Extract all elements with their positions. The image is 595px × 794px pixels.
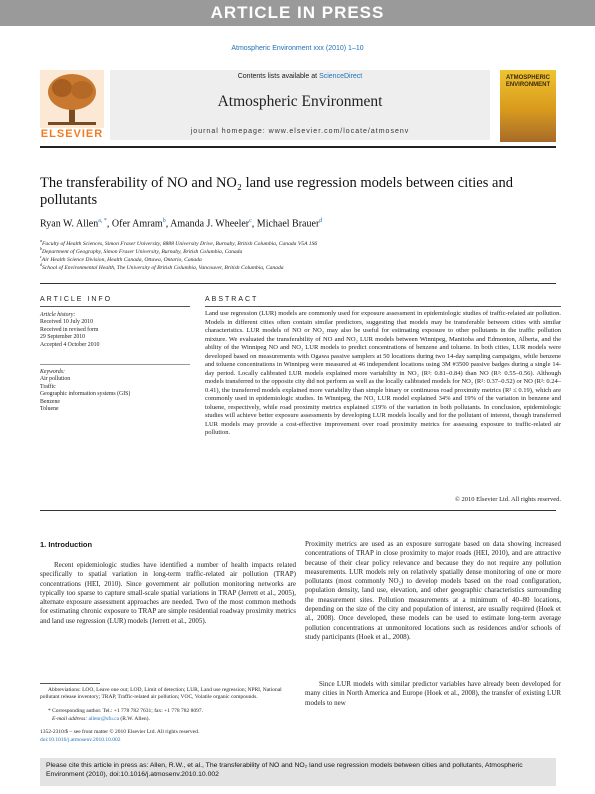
author-sup[interactable]: d (319, 218, 323, 224)
author[interactable]: Amanda J. Wheeler (170, 218, 250, 230)
email-suffix: (R.W. Allen). (119, 716, 150, 722)
contents-line (110, 73, 490, 80)
aff-text: School of Environmental Health, The University of British Columbia, Vancouver, British Columbia, Canada (42, 264, 284, 271)
keyword: Air pollution (40, 376, 71, 383)
author[interactable]: Ofer Amram (111, 218, 163, 230)
footnote-rule (40, 683, 100, 684)
aff-text: Department of Geography, Simon Fraser University, Burnaby, British Columbia, Canada (42, 248, 243, 255)
keyword: Toluene (40, 406, 59, 413)
contents-prefix: Contents lists available at (237, 73, 320, 80)
abstract-rule (205, 306, 561, 307)
citation-box: Please cite this article in press as: Allen, R.W., et al., The transferability of NO and NO₂ land use regression models between cities and pollutants, Atmospheric Environment (2010), doi:10.1016/j.atmosenv.2010.10.002 (40, 758, 556, 786)
history-label: Article history: (40, 312, 76, 318)
history-item: Received 10 July 2010 (40, 319, 93, 326)
journal-title: Atmospheric Environment (217, 93, 383, 110)
doi-link[interactable]: doi:10.1016/j.atmosenv.2010.10.002 (40, 737, 121, 743)
email-label: E-mail address: (52, 716, 89, 722)
intro-paragraph: Recent epidemiologic studies have identified a number of health impacts related specifically to spatial variation in long-term traffic-related air pollution (TRAP) concentrations (HEI, 2010). Since government air pollution monitoring networks are typically too sparse to capture small-scale spatial variations in TRAP (Jerrett et al., 2005), alternate exposure assessment approaches are needed. Two of the most common methods for estimating chronic exposure to TRAP are simple residential roadway proximity metrics and land use regression (LUR) models (Jerrett et al., 2005). (40, 561, 296, 625)
affiliation (40, 262, 556, 271)
author-sup[interactable]: c (249, 218, 252, 224)
aff-sup: a (40, 238, 42, 243)
author[interactable]: Michael Brauer (256, 218, 320, 230)
aff-sup: b (40, 246, 42, 251)
intro-paragraph: Since LUR models with similar predictor variables have already been developed for many cities in North America and Europe (Hoek et al., 2008), the transfer of existing LUR models to new (305, 680, 561, 707)
keywords-label: Keywords: (40, 369, 65, 375)
aff-sup: c (40, 254, 42, 259)
abstract-heading: ABSTRACT (205, 296, 259, 303)
article-in-press-banner: ARTICLE IN PRESS (0, 0, 595, 26)
history-item: 29 September 2010 (40, 334, 86, 341)
cover-title: ATMOSPHERIC ENVIRONMENT (505, 75, 551, 88)
author[interactable]: Ryan W. Allen (40, 218, 99, 230)
article-title: The transferability of NO and NO₂ land use regression models between cities and pollutants (40, 175, 513, 208)
footnote-corresponding: * Corresponding author. Tel.: +1 778 782 7631; fax: +1 778 782 8097. (48, 708, 203, 714)
copyright: © 2010 Elsevier Ltd. All rights reserved. (454, 496, 561, 503)
aff-sup: d (40, 262, 42, 267)
elsevier-tree-logo (40, 70, 104, 136)
abstract-end-rule (40, 510, 556, 511)
journal-reference[interactable]: Atmospheric Environment xxx (2010) 1–10 (231, 45, 364, 52)
keyword: Traffic (40, 383, 56, 390)
footnote-email (52, 716, 296, 723)
journal-homepage[interactable]: journal homepage: www.elsevier.com/locate/atmosenv (190, 128, 410, 135)
section-heading: 1. Introduction (40, 540, 93, 549)
publisher-name: ELSEVIER (40, 128, 104, 140)
footnote-abbreviations: Abbreviations: LOO, Leave one out; LOD, Limit of detection; LUR, Land use regression; NPRI, National pollutant release inventory; TRAP, Traffic-related air pollution; VOC, Volatile organic compounds. (40, 687, 282, 700)
sciencedirect-link[interactable]: ScienceDirect (319, 73, 363, 80)
section-rule (40, 283, 556, 284)
article-history (40, 312, 190, 349)
history-item: Accepted 4 October 2010 (40, 341, 100, 348)
author-sup[interactable]: a, * (98, 218, 107, 224)
keywords (40, 369, 190, 413)
header-rule (40, 146, 556, 148)
abstract-text: Land use regression (LUR) models are commonly used for exposure assessment in epidemiologic studies of traffic-related air pollution. Models in different cities often contain similar predictors, suggesting that models may be transferable between cities with similar characteristics. LUR models of NO or NO₂ may also be useful for estimating exposure to other pollutants in the traffic pollution mixture. We evaluated the transferability of NO and NO₂ LUR models between Winnipeg, Manitoba and Edmonton, Alberta, and the ability of the Winnipeg NO and NO₂ LUR models to predict concentrations of benzene and toluene. In both cities, LUR models were developed based on measurements with Ogawa passive samplers at 50 locations during two 14-day sampling campaigns, while benzene and toluene concentrations in Winnipeg were measured at 46 independent locations using 3M #3500 passive badges during a single 14-day period. Locally calibrated LUR models explained more variability in NO₂ (R²: 0.81–0.84) than NO (R²: 0.55–0.56). Although models transferred to the opposite city did not perform as well as the locally calibrated models for NO₂ (R²: 0.37–0.52) or NO (R²: 0.24–0.41), the transferred models explained more variability than simple binary or continuous road proximity metrics (R² ≤ 0.19), which are commonly used in epidemiologic studies. In Winnipeg, the NO₂ LUR model explained 34% and 19% of the variation in benzene and toluene, respectively, while road proximity metrics explained ≤19% of the variation in both pollutants. In conclusion, epidemiologic studies will achieve better exposure assessments by developing LUR models locally and for the pollutant of interest, though transferred LUR models may provide a cost-effective improvement over road proximity metrics for assessing exposure to traffic-related air pollution. (205, 310, 561, 436)
issn-line: 1352-2310/$ – see front matter © 2010 Elsevier Ltd. All rights reserved. (40, 729, 200, 735)
aff-text: Air Health Science Division, Health Canada, Ottawa, Ontario, Canada (41, 256, 202, 263)
aff-text: Faculty of Health Sciences, Simon Fraser University, 8888 University Drive, Burnaby, British Columbia, Canada V5A 1S6 (42, 240, 318, 247)
article-info-heading: ARTICLE INFO (40, 296, 113, 303)
email-link[interactable]: allenr@sfu.ca (88, 716, 120, 722)
history-item: Received in revised form (40, 326, 99, 333)
keyword: Benzene (40, 398, 60, 405)
info-divider (40, 364, 190, 365)
info-rule (40, 306, 190, 307)
author-sup[interactable]: b (162, 218, 166, 224)
author-list: Ryan W. Allen$^{a, *}$, Ofer Amram$^b$, Amanda J. Wheeler$^c$, Michael Brauer$^d$ (40, 218, 323, 230)
keyword: Geographic information systems (GIS) (40, 391, 131, 398)
intro-paragraph: Proximity metrics are used as an exposure surrogate based on data showing increased concentrations of TRAP in close proximity to major roads (HEI, 2010), and are attractive because of their clear policy relevance and because they do not require any pollution measurements. LUR models rely on relatively spatially dense monitoring of one or more pollutants (most commonly NO₂) to develop models based on the road configuration, population density, land use, elevation, and other geographic characteristics surrounding the measurement sites. Pollution measurements at a minimum of 40–80 locations, depending on the size of the city and population of interest, are usually required (Hoek et al., 2008). Once developed, these models can be used to estimate long-term average pollution concentrations at unmonitored locations such as residences and/or schools of study participants (Hoek et al., 2008). (305, 540, 561, 641)
